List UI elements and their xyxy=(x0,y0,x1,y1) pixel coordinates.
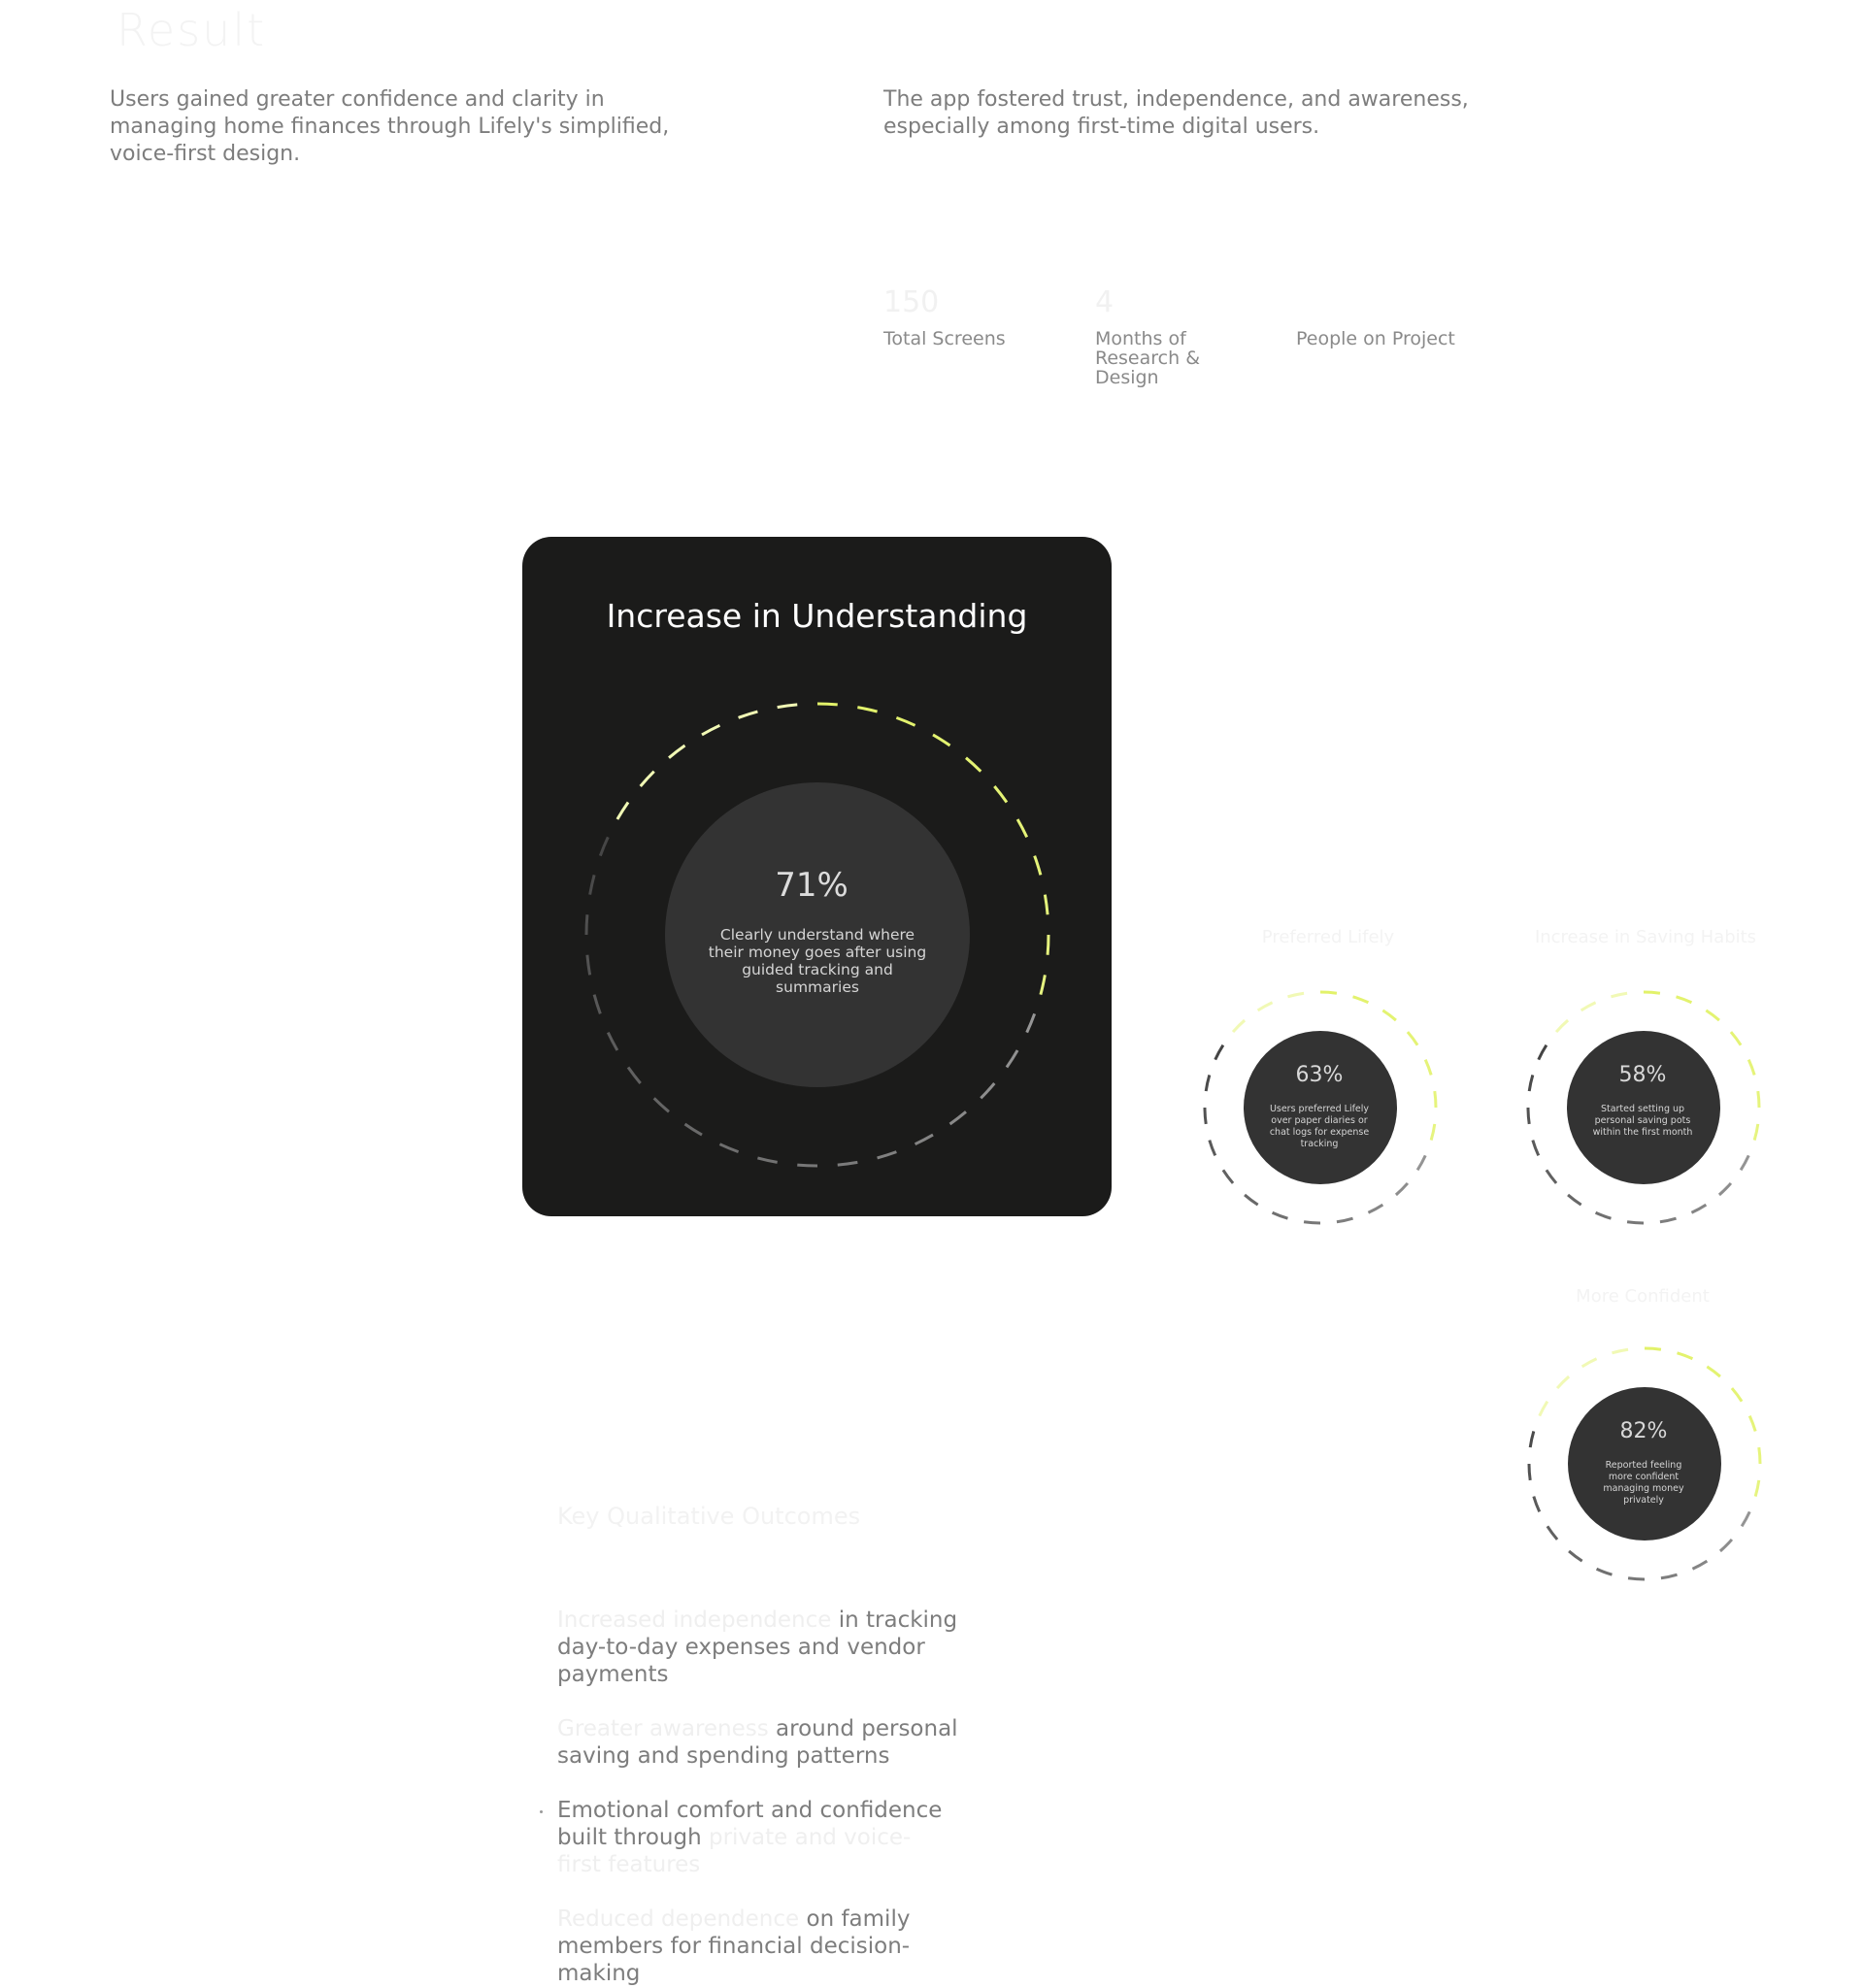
main-ring-segment xyxy=(857,708,877,712)
metric-ring-1-segment xyxy=(1435,1091,1436,1108)
metric-ring-1-segment xyxy=(1320,992,1337,993)
metric-ring-2-segment xyxy=(1719,1183,1731,1195)
main-ring-segment xyxy=(641,772,654,786)
metric-ring-1-segment xyxy=(1233,1020,1245,1032)
metric-title-3: More Confident xyxy=(1576,1286,1710,1307)
metric-ring-1-segment xyxy=(1396,1183,1408,1195)
metric-ring-1-segment xyxy=(1287,993,1304,997)
outcome-4-text: on family members for financial decision-making xyxy=(557,1906,911,1986)
main-ring-segment xyxy=(586,914,587,935)
main-ring-segment xyxy=(702,725,719,735)
metric-ring-3-segment xyxy=(1628,1578,1645,1579)
metric-ring-1-segment xyxy=(1273,1212,1288,1218)
metric-ring-3-segment xyxy=(1529,1464,1530,1480)
main-ring-segment xyxy=(878,1152,897,1158)
metric-ring-2-segment xyxy=(1741,1155,1748,1170)
metric-ring-2-segment xyxy=(1528,1108,1529,1124)
outcome-item-4 xyxy=(557,1905,926,1987)
metric-ring-3-segment xyxy=(1755,1480,1759,1497)
left-paragraph: Users gained greater confidence and clarity in managing home finances through Lifely's simplified, voice-first design. xyxy=(110,87,670,166)
metric-ring-2-segment xyxy=(1533,1141,1539,1156)
metric-ring-1-segment xyxy=(1408,1032,1417,1045)
main-ring-segment xyxy=(617,802,628,819)
metric-ring-2-segment xyxy=(1547,1170,1556,1183)
metric-ring-3-segment xyxy=(1547,1526,1557,1540)
main-ring-segment xyxy=(981,1083,994,1098)
bullet-dot xyxy=(540,1810,543,1813)
outcome-1-emphasis: Increased independence xyxy=(557,1607,832,1633)
metric-ring-3-segment xyxy=(1732,1388,1742,1402)
metric-ring-3-segment xyxy=(1557,1376,1569,1388)
metric-ring-3-segment xyxy=(1530,1431,1534,1447)
main-ring-segment xyxy=(778,705,798,708)
metric-ring-1-segment xyxy=(1425,1060,1431,1076)
metric-ring-2-segment xyxy=(1568,1195,1581,1205)
metric-ring-3-segment xyxy=(1692,1561,1707,1569)
card-title: Increase in Understanding xyxy=(606,597,1028,635)
main-ring-segment xyxy=(838,1162,858,1165)
metric-ring-2-segment xyxy=(1748,1060,1754,1076)
metric-ring-3-segment xyxy=(1742,1511,1749,1526)
metric-ring-3-segment xyxy=(1678,1353,1693,1359)
metric-ring-1-segment xyxy=(1368,1205,1382,1212)
metric-description-3: Reported feeling more confident managing money privately xyxy=(1603,1460,1684,1506)
metric-percent-1: 63% xyxy=(1295,1063,1344,1087)
metric-ring-2-segment xyxy=(1758,1091,1759,1108)
outcome-4-emphasis: Reduced dependence xyxy=(557,1906,800,1932)
right-paragraph: The app fostered trust, independence, and awareness, especially among first-time digital users. xyxy=(883,87,1469,139)
metric-title-2: Increase in Saving Habits xyxy=(1534,927,1757,947)
outcome-2-emphasis: Greater awareness xyxy=(557,1716,769,1741)
metric-ring-2-segment xyxy=(1581,1003,1596,1011)
metric-ring-3-segment xyxy=(1534,1497,1540,1512)
main-description: Clearly understand where their money goes after using guided tracking and summaries xyxy=(708,926,927,996)
main-ring-segment xyxy=(1007,1050,1017,1068)
stat-value-screens: 150 xyxy=(883,285,940,319)
main-ring-segment xyxy=(739,712,758,717)
metric-ring-2-segment xyxy=(1731,1032,1741,1045)
main-ring-segment xyxy=(1045,895,1048,915)
metric-ring-2-segment xyxy=(1556,1020,1568,1032)
main-ring-segment xyxy=(654,1098,669,1111)
main-ring-segment xyxy=(1041,975,1045,994)
outcome-3-text: Emotional comfort and confidence built through xyxy=(557,1798,943,1850)
outcome-3-emphasis: private and voice-first features xyxy=(557,1825,912,1877)
metric-ring-2-segment xyxy=(1627,1222,1644,1223)
main-ring-segment xyxy=(600,837,608,855)
metric-ring-1-segment xyxy=(1382,1011,1396,1020)
stat-label-people: People on Project xyxy=(1296,328,1455,349)
metric-ring-3-segment xyxy=(1597,1569,1613,1574)
metric-ring-2-segment xyxy=(1691,1205,1706,1212)
metric-ring-1-segment xyxy=(1223,1170,1233,1183)
metric-ring-1-segment xyxy=(1258,1003,1273,1011)
metric-ring-2-segment xyxy=(1596,1212,1612,1218)
metric-ring-3-segment xyxy=(1569,1551,1582,1561)
outcome-item-1 xyxy=(557,1607,975,1688)
metric-ring-2-segment xyxy=(1706,1011,1719,1020)
metric-ring-3-segment xyxy=(1707,1367,1720,1376)
metric-ring-3-segment xyxy=(1582,1359,1597,1367)
metric-ring-1-segment xyxy=(1215,1045,1223,1060)
section-title: Result xyxy=(116,4,267,56)
main-ring-segment xyxy=(1017,819,1027,837)
metric-ring-1-segment xyxy=(1245,1195,1258,1205)
metric-ring-1-segment xyxy=(1431,1124,1435,1141)
main-ring-segment xyxy=(757,1158,777,1162)
main-ring-segment xyxy=(669,746,684,758)
main-ring-segment xyxy=(896,717,915,725)
metric-ring-1-segment xyxy=(1205,1108,1206,1124)
metric-ring-1-segment xyxy=(1206,1075,1210,1091)
metric-ring-3-segment xyxy=(1612,1349,1628,1353)
main-ring-segment xyxy=(994,786,1007,802)
main-ring-segment xyxy=(628,1068,641,1083)
metric-percent-3: 82% xyxy=(1619,1419,1668,1443)
main-ring-segment xyxy=(797,1165,817,1166)
metric-ring-1-segment xyxy=(1417,1155,1425,1170)
metric-ring-1-segment xyxy=(1353,997,1369,1003)
metric-percent-2: 58% xyxy=(1618,1063,1667,1087)
main-ring-segment xyxy=(1027,1013,1035,1032)
main-ring-segment xyxy=(950,1111,966,1124)
metric-ring-3-segment xyxy=(1661,1574,1678,1578)
main-ring-segment xyxy=(608,1033,617,1050)
metric-ring-2-segment xyxy=(1529,1075,1533,1091)
metric-ring-1-segment xyxy=(1304,1222,1320,1223)
metric-description-1: Users preferred Lifely over paper diaries or chat logs for expense tracking xyxy=(1269,1104,1370,1149)
metric-ring-3-segment xyxy=(1645,1348,1661,1349)
main-ring-segment xyxy=(966,758,981,772)
outcome-item-2 xyxy=(557,1715,984,1770)
metric-title-1: Preferred Lifely xyxy=(1261,927,1395,947)
main-ring-segment xyxy=(587,955,590,976)
main-ring-segment xyxy=(719,1144,738,1152)
metric-ring-3-segment xyxy=(1720,1540,1732,1551)
metric-ring-3-segment xyxy=(1749,1416,1755,1432)
metric-ring-2-segment xyxy=(1644,992,1660,993)
outcome-2-text: around personal saving and spending patterns xyxy=(557,1716,958,1769)
stat-value-months: 4 xyxy=(1095,285,1114,319)
stat-label-screens: Total Screens xyxy=(883,328,1006,349)
metric-ring-2-segment xyxy=(1611,993,1627,997)
metric-ring-1-segment xyxy=(1210,1141,1215,1156)
metric-ring-3-segment xyxy=(1759,1447,1760,1464)
outcome-1-text: in tracking day-to-day expenses and vendor payments xyxy=(557,1607,958,1687)
metric-ring-1-segment xyxy=(1337,1218,1353,1222)
main-percent: 71% xyxy=(775,866,848,905)
metric-ring-2-segment xyxy=(1754,1124,1758,1141)
main-ring-segment xyxy=(933,735,950,746)
metric-description-2: Started setting up personal saving pots within the first month xyxy=(1592,1104,1693,1138)
main-ring-segment xyxy=(684,1124,702,1135)
main-ring-segment xyxy=(590,875,594,894)
outcome-item-3 xyxy=(557,1797,946,1878)
main-ring-segment xyxy=(594,995,600,1014)
metric-ring-3-segment xyxy=(1540,1402,1547,1416)
outcomes-heading: Key Qualitative Outcomes xyxy=(557,1503,861,1530)
main-ring-segment xyxy=(915,1135,933,1144)
metric-ring-2-segment xyxy=(1677,997,1692,1003)
metric-ring-2-segment xyxy=(1539,1045,1547,1060)
metric-ring-2-segment xyxy=(1660,1218,1677,1222)
stat-label-months: Months of Research & Design xyxy=(1095,328,1201,388)
main-ring-segment xyxy=(1035,856,1041,876)
main-ring-segment xyxy=(817,704,838,705)
